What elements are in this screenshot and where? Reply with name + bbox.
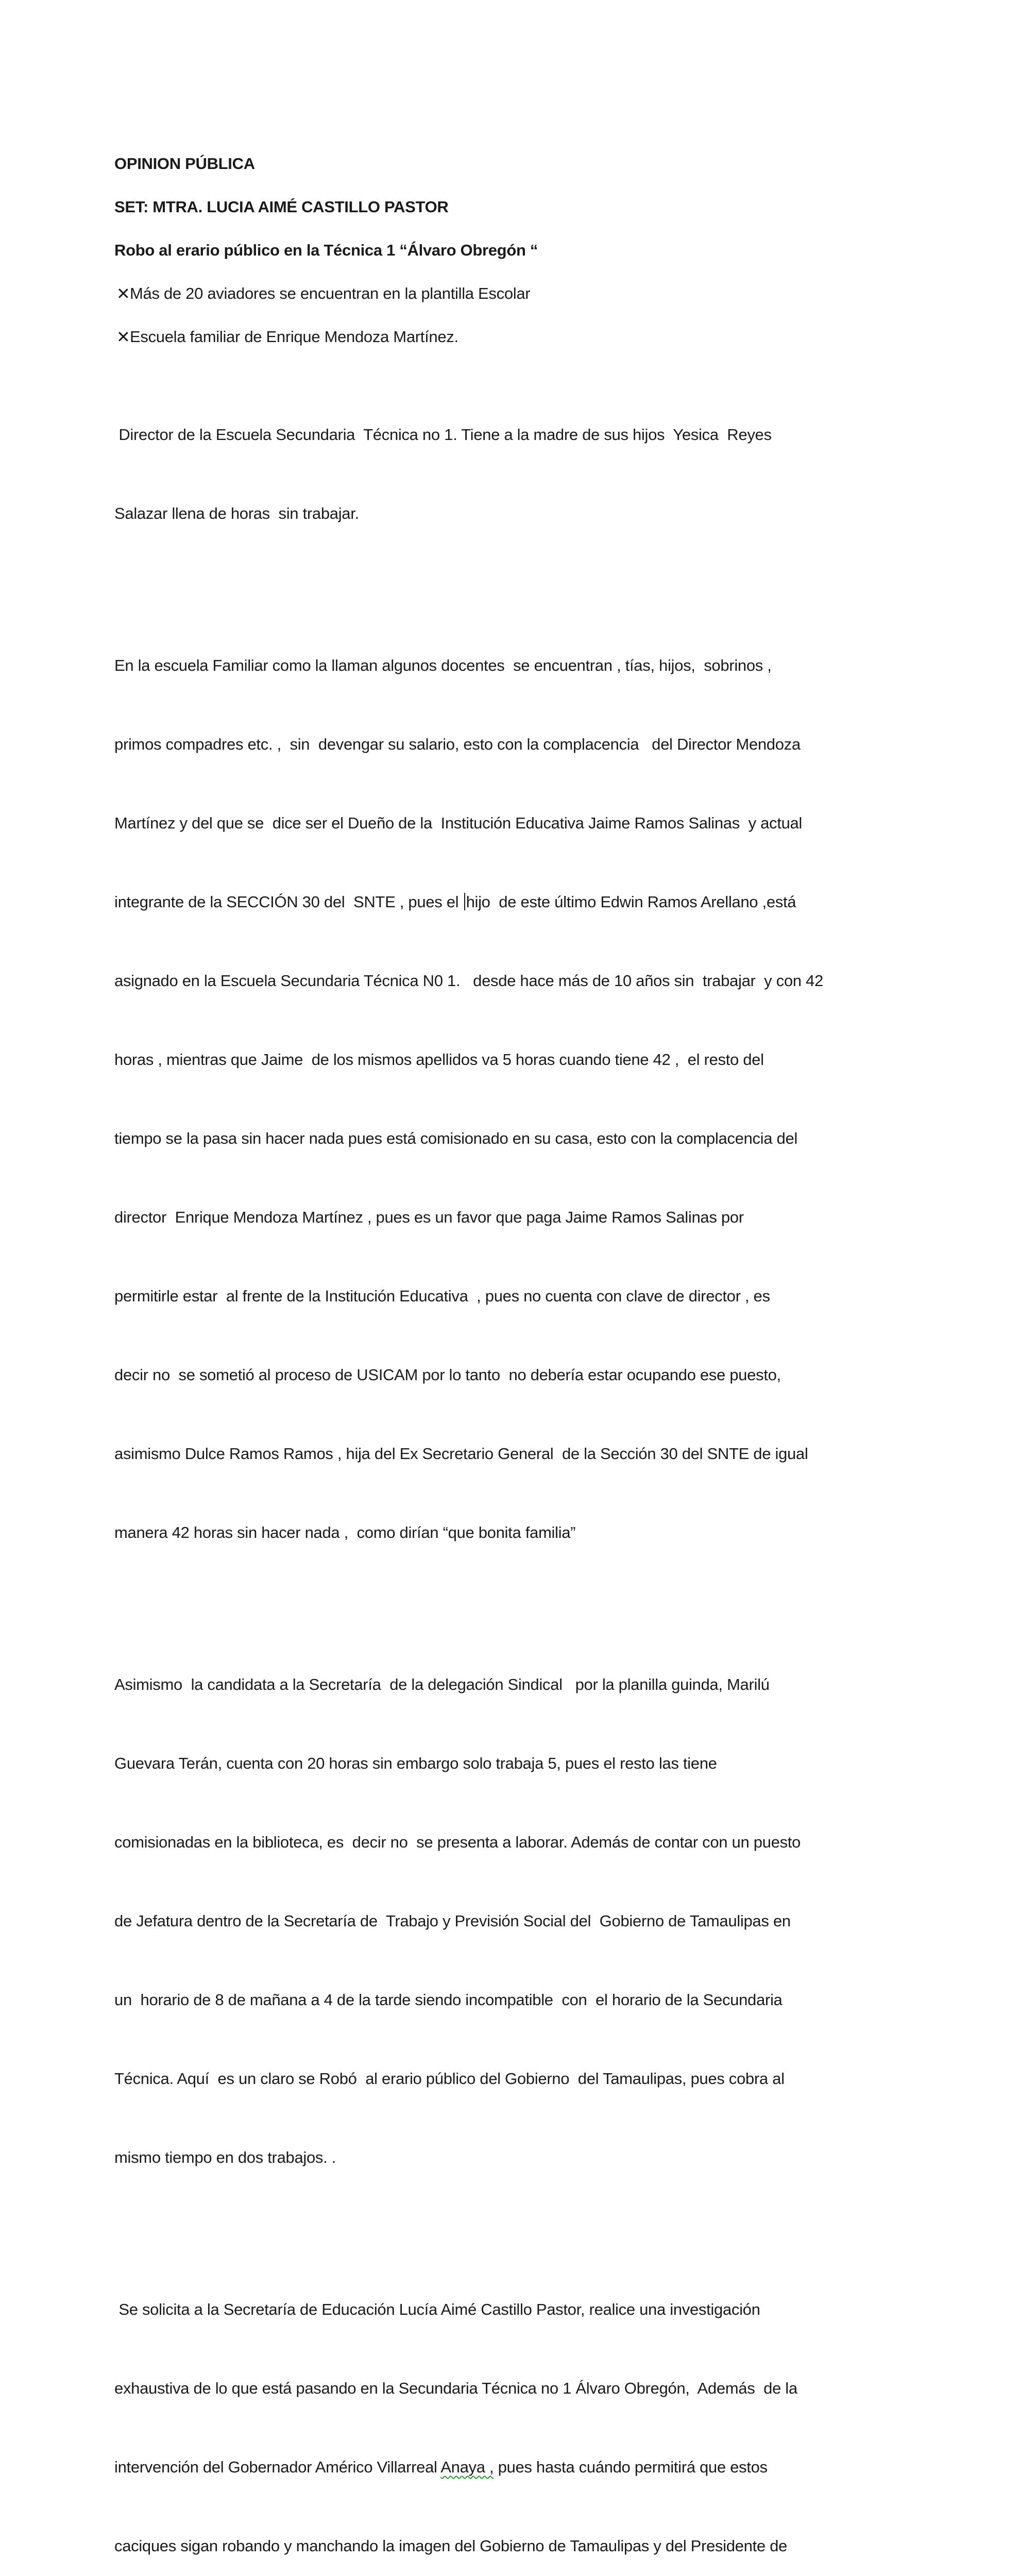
paragraph-line: Guevara Terán, cuenta con 20 horas sin embargo solo trabaja 5, pues el resto las tiene xyxy=(114,1754,717,1772)
paragraph-line: mismo tiempo en dos trabajos. . xyxy=(114,2148,336,2166)
paragraph-line: Se solicita a la Secretaría de Educación Lucía Aimé Castillo Pastor, realice una investigación xyxy=(114,2300,760,2318)
paragraph-line: asignado en la Escuela Secundaria Técnica N0 1. desde hace más de 10 años sin trabajar y con 42 xyxy=(114,972,823,990)
paragraph-line xyxy=(114,889,887,915)
paragraph-line: permitirle estar al frente de la Institución Educativa , pues no cuenta con clave de director , es xyxy=(114,1287,770,1305)
paragraph-line: Asimismo la candidata a la Secretaría de la delegación Sindical por la planilla guinda, Marilú xyxy=(114,1675,770,1693)
paragraph-line: Salazar llena de horas sin trabajar. xyxy=(114,504,359,522)
paragraph-line: comisionadas en la biblioteca, es decir no se presenta a laborar. Además de contar con un puesto xyxy=(114,1833,801,1851)
document-body xyxy=(114,152,887,2576)
line-segment: integrante de la SECCIÓN 30 del SNTE , pues el xyxy=(114,893,463,911)
paragraph-line xyxy=(114,2454,887,2480)
paragraph-line: tiempo se la pasa sin hacer nada pues está comisionado en su casa, esto con la complacencia del xyxy=(114,1129,797,1147)
heading-subject: Robo al erario público en la Técnica 1 “Álvaro Obregón “ xyxy=(114,241,538,259)
paragraph-director xyxy=(114,369,887,579)
paragraph-line: Técnica. Aquí es un claro se Robó al erario público del Gobierno del Tamaulipas, pues cobra al xyxy=(114,2070,785,2088)
paragraph-line: caciques sigan robando y manchando la imagen del Gobierno de Tamaulipas y del Presidente de xyxy=(114,2537,787,2555)
paragraph-line: director Enrique Mendoza Martínez , pues es un favor que paga Jaime Ramos Salinas por xyxy=(114,1208,744,1226)
paragraph-line: asimismo Dulce Ramos Ramos , hija del Ex Secretario General de la Sección 30 del SNTE de igual xyxy=(114,1445,808,1463)
heading-addressee: SET: MTRA. LUCIA AIMÉ CASTILLO PASTOR xyxy=(114,198,449,216)
paragraph-solicitud xyxy=(114,2244,887,2576)
spellcheck-underlined-word: Anaya , xyxy=(440,2458,494,2476)
paragraph-line: Director de la Escuela Secundaria Técnica no 1. Tiene a la madre de sus hijos Yesica Reyes xyxy=(114,426,772,444)
paragraph-line: manera 42 horas sin hacer nada , como dirían “que bonita familia” xyxy=(114,1523,576,1541)
paragraph-line: Martínez y del que se dice ser el Dueño de la Institución Educativa Jaime Ramos Salinas y actual xyxy=(114,814,802,832)
paragraph-line: un horario de 8 de mañana a 4 de la tarde siendo incompatible con el horario de la Secundaria xyxy=(114,1991,783,2009)
paragraph-line: horas , mientras que Jaime de los mismos apellidos va 5 horas cuando tiene 42 , el resto del xyxy=(114,1050,764,1069)
paragraph-line: exhaustiva de lo que está pasando en la Secundaria Técnica no 1 Álvaro Obregón, Además de la xyxy=(114,2379,797,2397)
x-mark-icon: ✕ xyxy=(116,328,130,346)
bullet-item-aviadores xyxy=(114,282,887,305)
line-segment: pues hasta cuándo permitirá que estos xyxy=(494,2458,768,2476)
bullet-text: Escuela familiar de Enrique Mendoza Martínez. xyxy=(130,328,458,346)
bullet-text: Más de 20 aviadores se encuentran en la plantilla Escolar xyxy=(130,284,531,302)
paragraph-line: En la escuela Familiar como la llaman algunos docentes se encuentran , tías, hijos, sobrinos , xyxy=(114,656,772,674)
paragraph-candidata xyxy=(114,1619,887,2223)
paragraph-line: primos compadres etc. , sin devengar su salario, esto con la complacencia del Director Mendoza xyxy=(114,735,801,753)
bullet-item-escuela-familiar xyxy=(114,326,887,348)
line-segment: hijo de este último Edwin Ramos Arellano ,está xyxy=(466,893,796,911)
line-segment: intervención del Gobernador Américo Villarreal xyxy=(114,2458,441,2476)
text-cursor xyxy=(464,893,465,910)
heading-opinion-publica: OPINION PÚBLICA xyxy=(114,155,255,173)
paragraph-line: de Jefatura dentro de la Secretaría de Trabajo y Previsión Social del Gobierno de Tamaulipas en xyxy=(114,1912,791,1930)
paragraph-escuela-familiar xyxy=(114,600,887,1598)
paragraph-line: decir no se sometió al proceso de USICAM por lo tanto no debería estar ocupando ese puesto, xyxy=(114,1366,781,1384)
x-mark-icon: ✕ xyxy=(116,284,130,303)
